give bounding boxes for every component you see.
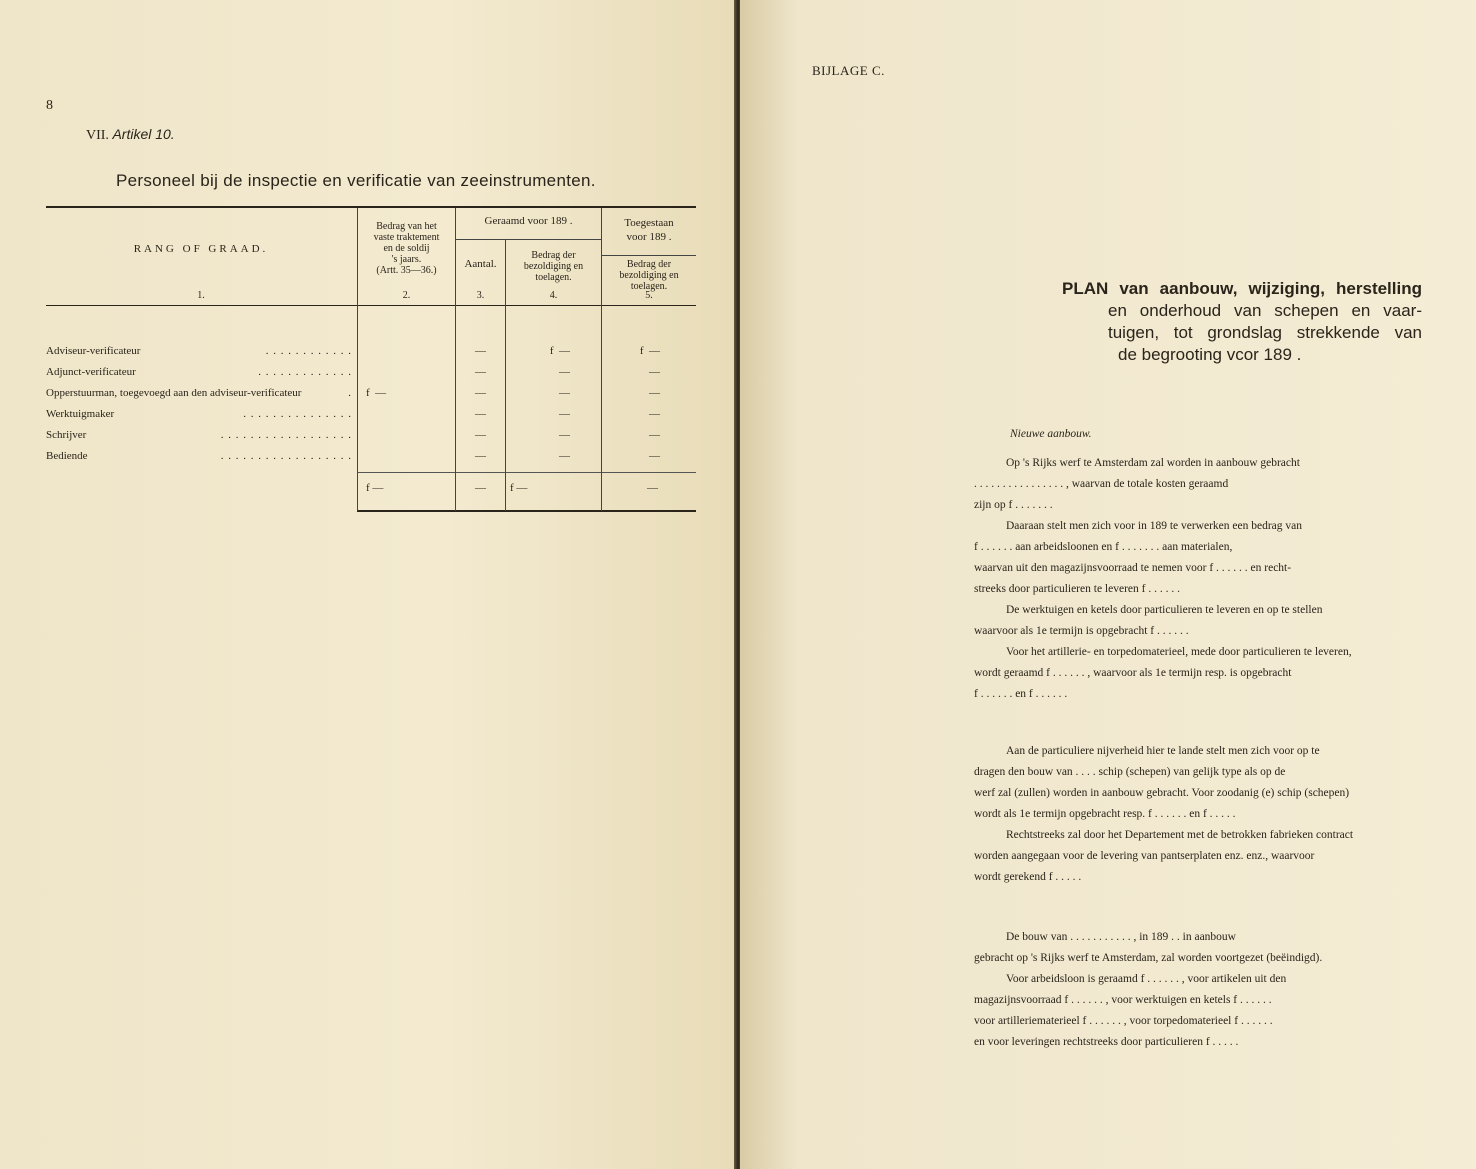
- col2-header-line: en de soldij: [383, 243, 430, 254]
- body-line: Voor arbeidsloon is geraamd f . . . . . . , voor artikelen uit den: [1006, 973, 1287, 985]
- row-col3: —: [475, 450, 486, 462]
- body-line: magazijnsvoorraad f . . . . . . , voor werktuigen en ketels f . . . . . .: [974, 994, 1272, 1006]
- toegestaan-header: [602, 216, 696, 244]
- geraamd-header: Geraamd voor 189 .: [484, 215, 573, 227]
- col2-header-line: vaste traktement: [373, 232, 440, 243]
- row-col4: —: [559, 450, 570, 462]
- article-heading: [86, 126, 175, 144]
- total-col3: —: [475, 482, 486, 494]
- row-label: Bediende: [46, 450, 88, 462]
- plan-heading: [1062, 278, 1422, 366]
- row-col5: —: [649, 450, 660, 462]
- row-col4: —: [559, 408, 570, 420]
- col2-header-line: (Artt. 35—36.): [376, 265, 437, 276]
- article-title: Artikel 10.: [112, 126, 175, 142]
- body-line: wordt geraamd f . . . . . . , waarvoor als 1e termijn resp. is opgebracht: [974, 667, 1292, 679]
- table-sum-rule: [357, 472, 696, 473]
- row-label: Schrijver: [46, 429, 87, 441]
- total-col5-value: —: [647, 482, 658, 494]
- body-line: dragen den bouw van . . . . schip (schepen) van gelijk type als op de: [974, 766, 1286, 778]
- table-header-rule: [46, 305, 696, 306]
- plan-heading-line: en onderhoud van schepen en vaar-: [1108, 301, 1422, 320]
- body-line: voor artilleriematerieel f . . . . . . , voor torpedomaterieel f . . . . . .: [974, 1015, 1273, 1027]
- col5-header: [602, 259, 696, 292]
- row-leader-dots: .: [348, 387, 352, 399]
- table-bottom-rule: [357, 510, 696, 512]
- toegestaan-line: voor 189 .: [626, 231, 672, 243]
- section-industry: [974, 741, 1414, 888]
- appendix-label: BIJLAGE C.: [812, 63, 885, 78]
- row-col3: —: [475, 429, 486, 441]
- body-line: werf zal (zullen) worden in aanbouw gebracht. Voor zoodanig (e) schip (schepen): [974, 787, 1350, 799]
- col2-header-line: Bedrag van het: [376, 221, 437, 232]
- row-label: Werktuigmaker: [46, 408, 115, 420]
- row-col4: —: [559, 429, 570, 441]
- section-new-construction: [974, 453, 1414, 705]
- row-col3: —: [475, 345, 486, 357]
- col-divider: [601, 208, 602, 511]
- body-line: De werktuigen en ketels door particulieren te leveren en op te stellen: [1006, 604, 1323, 616]
- plan-heading-line: tuigen, tot grondslag strekkende van: [1108, 323, 1422, 342]
- table-top-rule: [46, 206, 696, 208]
- total-col5: [602, 482, 696, 494]
- col4-header-line: toelagen.: [535, 272, 572, 283]
- col5-header-line: toelagen.: [630, 281, 668, 292]
- col4-number: 4.: [549, 290, 558, 301]
- row-leader-dots: . . . . . . . . . . . . . . .: [243, 408, 352, 420]
- row-col3: —: [475, 387, 486, 399]
- section-continued-construction: [974, 927, 1414, 1053]
- col4-header-line: bezoldiging en: [523, 261, 584, 272]
- row-leader-dots: . . . . . . . . . . . . . . . . . .: [220, 429, 352, 441]
- row-col4: —: [559, 366, 570, 378]
- col1-header: RANG OF GRAAD.: [133, 243, 269, 255]
- body-line: Op 's Rijks werf te Amsterdam zal worden in aanbouw gebracht: [1006, 457, 1300, 469]
- row-col5: —: [649, 429, 660, 441]
- row-col4: —: [559, 387, 570, 399]
- col2-number: 2.: [402, 290, 411, 301]
- col1-number: 1.: [197, 290, 205, 301]
- col3-number: 3.: [476, 290, 485, 301]
- row-leader-dots: . . . . . . . . . . . . . . . . . .: [220, 450, 352, 462]
- row-col5: —: [649, 366, 660, 378]
- row-col5: —: [649, 387, 660, 399]
- body-line: f . . . . . . aan arbeidsloonen en f . . . . . . . aan materialen,: [974, 541, 1233, 553]
- row-col5: —: [649, 408, 660, 420]
- body-line: Daaraan stelt men zich voor in 189 te verwerken een bedrag van: [1006, 520, 1302, 532]
- body-line: Voor het artillerie- en torpedomaterieel, mede door particulieren te leveren,: [1006, 646, 1352, 658]
- plan-heading-line: PLAN van aanbouw, wijziging, herstelling: [1062, 279, 1422, 298]
- body-line: Aan de particuliere nijverheid hier te lande stelt men zich voor op te: [1006, 745, 1320, 757]
- col4-header: [506, 250, 601, 283]
- body-line: zijn op f . . . . . . .: [974, 499, 1053, 511]
- row-col3: —: [475, 366, 486, 378]
- row-label: Adviseur-verificateur: [46, 345, 141, 357]
- total-col2: f —: [366, 482, 384, 494]
- body-line: Rechtstreeks zal door het Departement met de betrokken fabrieken contract: [1006, 829, 1354, 841]
- body-line: en voor leveringen rechtstreeks door particulieren f . . . . .: [974, 1036, 1239, 1048]
- col3-header: Aantal.: [464, 258, 497, 270]
- row-col4: f —: [549, 345, 570, 357]
- row-col5: f —: [639, 345, 660, 357]
- col2-header-line: 's jaars.: [391, 254, 422, 265]
- plan-heading-line: de begrooting vcor 189 .: [1118, 345, 1302, 364]
- row-label: Opperstuurman, toegevoegd aan den adviseur-verificateur: [46, 387, 302, 399]
- col5-header-line: Bedrag der: [626, 259, 672, 270]
- group-rule: [602, 255, 696, 256]
- total-col4: f —: [510, 482, 528, 494]
- body-line: worden aangegaan voor de levering van pantserplaten enz. enz., waarvoor: [974, 850, 1315, 862]
- row-label: Adjunct-verificateur: [46, 366, 136, 378]
- body-line: streeks door particulieren te leveren f . . . . . .: [974, 583, 1180, 595]
- page-number: 8: [46, 98, 53, 113]
- body-line: f . . . . . . en f . . . . . .: [974, 688, 1068, 700]
- group-rule: [456, 239, 601, 240]
- body-line: . . . . . . . . . . . . . . . . , waarvan de totale kosten geraamd: [974, 478, 1229, 490]
- article-number: VII.: [86, 128, 109, 143]
- body-line: wordt als 1e termijn opgebracht resp. f . . . . . . en f . . . . .: [974, 808, 1236, 820]
- row-col2: f —: [366, 387, 387, 399]
- table-title: Personeel bij de inspectie en verificatie van zeeinstrumenten.: [116, 171, 596, 190]
- col5-header-line: bezoldiging en: [619, 270, 679, 281]
- row-leader-dots: . . . . . . . . . . . . .: [258, 366, 352, 378]
- row-col3: —: [475, 408, 486, 420]
- body-line: gebracht op 's Rijks werf te Amsterdam, zal worden voortgezet (beëindigd).: [974, 952, 1323, 964]
- toegestaan-line: Toegestaan: [624, 217, 674, 229]
- body-line: wordt gerekend f . . . . .: [974, 871, 1082, 883]
- body-line: waarvan uit den magazijnsvoorraad te nemen voor f . . . . . . en recht-: [974, 562, 1292, 574]
- row-leader-dots: . . . . . . . . . . . .: [265, 345, 352, 357]
- body-line: waarvoor als 1e termijn is opgebracht f . . . . . .: [974, 625, 1189, 637]
- section-subheading: Nieuwe aanbouw.: [1010, 428, 1092, 440]
- col4-header-line: Bedrag der: [531, 250, 576, 261]
- col2-header: [358, 221, 455, 276]
- col5-number: 5.: [645, 290, 653, 301]
- col-divider: [455, 208, 456, 511]
- body-line: De bouw van . . . . . . . . . . . , in 189 . . in aanbouw: [1006, 931, 1236, 943]
